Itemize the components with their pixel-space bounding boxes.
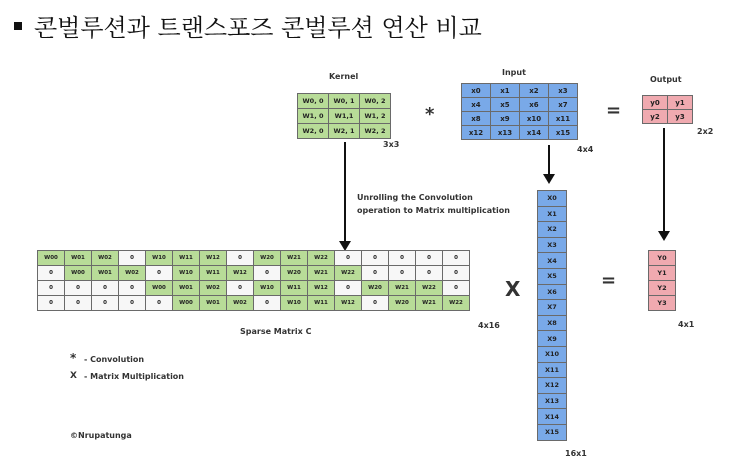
sparse-cell: W21 — [308, 266, 335, 281]
kernel-cell: W1, 0 — [298, 109, 329, 124]
sparse-cell: 0 — [92, 281, 119, 296]
input-cell: x8 — [462, 112, 491, 126]
output-vector-cell: Y3 — [649, 296, 676, 311]
input-cell: x4 — [462, 98, 491, 112]
column-vector-cell: X4 — [538, 253, 567, 269]
sparse-cell: 0 — [146, 266, 173, 281]
sparse-cell: 0 — [335, 281, 362, 296]
input-cell: x0 — [462, 84, 491, 98]
sparse-cell: 0 — [146, 296, 173, 311]
sparse-cell: 0 — [119, 281, 146, 296]
column-vector-cell: X6 — [538, 284, 567, 300]
input-cell: x6 — [520, 98, 549, 112]
sparse-cell: W21 — [281, 251, 308, 266]
sparse-cell: W12 — [335, 296, 362, 311]
legend-convolution-text: - Convolution — [84, 355, 145, 364]
kernel-cell: W2, 1 — [329, 124, 360, 139]
sparse-cell: W22 — [443, 296, 470, 311]
sparse-cell: 0 — [443, 281, 470, 296]
sparse-cell: 0 — [65, 296, 92, 311]
column-vector-cell: X14 — [538, 409, 567, 425]
sparse-cell: W20 — [362, 281, 389, 296]
input-cell: x10 — [520, 112, 549, 126]
legend-matmul-symbol: X — [70, 371, 77, 381]
sparse-cell: W22 — [416, 281, 443, 296]
kernel-cell: W0, 0 — [298, 94, 329, 109]
sparse-cell: W02 — [227, 296, 254, 311]
sparse-cell: 0 — [119, 296, 146, 311]
sparse-cell: 0 — [416, 251, 443, 266]
sparse-cell: 0 — [254, 296, 281, 311]
kernel-cell: W2, 0 — [298, 124, 329, 139]
sparse-cell: W10 — [146, 251, 173, 266]
output-arrow — [663, 128, 665, 232]
column-vector-cell: X11 — [538, 362, 567, 378]
input-cell: x11 — [549, 112, 578, 126]
output-cell: y3 — [668, 110, 693, 124]
sparse-cell: W11 — [200, 266, 227, 281]
column-vector-cell: X5 — [538, 268, 567, 284]
convolution-operator: * — [425, 104, 435, 125]
credit-text: ©Nrupatunga — [70, 431, 132, 440]
sparse-cell: 0 — [389, 251, 416, 266]
input-cell: x15 — [549, 126, 578, 140]
sparse-cell: W02 — [92, 251, 119, 266]
sparse-cell: 0 — [38, 281, 65, 296]
input-cell: x12 — [462, 126, 491, 140]
sparse-cell: W11 — [173, 251, 200, 266]
sparse-cell: W11 — [281, 281, 308, 296]
sparse-cell: 0 — [416, 266, 443, 281]
sparse-cell: 0 — [362, 251, 389, 266]
column-vector-cell: X0 — [538, 191, 567, 207]
legend-convolution-symbol: * — [70, 351, 77, 365]
sparse-cell: W20 — [281, 266, 308, 281]
sparse-cell: W02 — [200, 281, 227, 296]
column-vector-cell: X9 — [538, 331, 567, 347]
sparse-cell: W20 — [389, 296, 416, 311]
column-vector-cell: X3 — [538, 237, 567, 253]
sparse-cell: 0 — [65, 281, 92, 296]
kernel-size-label: 3x3 — [383, 140, 400, 149]
column-vector-cell: X8 — [538, 315, 567, 331]
sparse-cell: W10 — [281, 296, 308, 311]
sparse-matrix-label: Sparse Matrix C — [240, 327, 312, 336]
kernel-matrix — [297, 93, 391, 139]
sparse-cell: 0 — [362, 266, 389, 281]
input-cell: x5 — [491, 98, 520, 112]
input-cell: x7 — [549, 98, 578, 112]
column-vector-cell: X7 — [538, 300, 567, 316]
output-matrix — [642, 95, 693, 124]
sparse-cell: 0 — [227, 251, 254, 266]
sparse-cell: W22 — [335, 266, 362, 281]
sparse-cell: W00 — [173, 296, 200, 311]
column-vector — [537, 190, 567, 441]
output-label: Output — [650, 75, 682, 84]
sparse-cell: 0 — [443, 266, 470, 281]
input-cell: x1 — [491, 84, 520, 98]
output-size-label: 2x2 — [697, 127, 714, 136]
title-bullet — [14, 22, 22, 30]
column-vector-cell: X13 — [538, 393, 567, 409]
kernel-cell: W0, 2 — [360, 94, 391, 109]
output-vector-cell: Y0 — [649, 251, 676, 266]
output-cell: y0 — [643, 96, 668, 110]
sparse-cell: W12 — [308, 281, 335, 296]
kernel-label: Kernel — [329, 72, 359, 81]
sparse-cell: W10 — [254, 281, 281, 296]
sparse-cell: 0 — [443, 251, 470, 266]
matmul-operator: X — [505, 277, 521, 301]
sparse-cell: 0 — [254, 266, 281, 281]
sparse-cell: W00 — [146, 281, 173, 296]
sparse-cell: 0 — [38, 266, 65, 281]
sparse-cell: W10 — [173, 266, 200, 281]
sparse-cell: 0 — [119, 251, 146, 266]
column-vector-cell: X12 — [538, 378, 567, 394]
input-cell: x13 — [491, 126, 520, 140]
sparse-cell: W21 — [389, 281, 416, 296]
sparse-cell: 0 — [227, 281, 254, 296]
input-cell: x3 — [549, 84, 578, 98]
sparse-cell: W11 — [308, 296, 335, 311]
sparse-cell: 0 — [335, 251, 362, 266]
legend-matmul-text: - Matrix Multiplication — [84, 372, 184, 381]
input-label: Input — [502, 68, 526, 77]
kernel-cell: W0, 1 — [329, 94, 360, 109]
sparse-cell: 0 — [389, 266, 416, 281]
sparse-cell: 0 — [92, 296, 119, 311]
sparse-cell: W01 — [200, 296, 227, 311]
sparse-size-label: 4x16 — [478, 321, 500, 330]
sparse-cell: W01 — [65, 251, 92, 266]
sparse-cell: W01 — [173, 281, 200, 296]
column-vector-cell: X15 — [538, 424, 567, 440]
column-vector-size-label: 16x1 — [565, 449, 587, 458]
input-matrix — [461, 83, 578, 140]
sparse-cell: 0 — [38, 296, 65, 311]
output-vector-cell: Y2 — [649, 281, 676, 296]
sparse-cell: 0 — [362, 296, 389, 311]
equals-operator-bottom: = — [601, 270, 617, 291]
output-vector-cell: Y1 — [649, 266, 676, 281]
output-vector-size-label: 4x1 — [678, 320, 695, 329]
unroll-arrow — [344, 142, 346, 242]
column-vector-cell: X1 — [538, 206, 567, 222]
column-vector-cell: X10 — [538, 346, 567, 362]
column-vector-cell: X2 — [538, 222, 567, 238]
output-cell: y2 — [643, 110, 668, 124]
sparse-cell: W01 — [92, 266, 119, 281]
flatten-arrow — [548, 145, 550, 175]
input-cell: x9 — [491, 112, 520, 126]
input-size-label: 4x4 — [577, 145, 594, 154]
sparse-cell: W00 — [65, 266, 92, 281]
output-cell: y1 — [668, 96, 693, 110]
sparse-cell: W22 — [308, 251, 335, 266]
unroll-text-line1: Unrolling the Convolution — [357, 193, 473, 202]
kernel-cell: W1, 2 — [360, 109, 391, 124]
equals-operator-top: = — [606, 100, 622, 121]
unroll-text-line2: operation to Matrix multiplication — [357, 206, 510, 215]
sparse-cell: W12 — [227, 266, 254, 281]
input-cell: x2 — [520, 84, 549, 98]
sparse-cell: W12 — [200, 251, 227, 266]
sparse-cell: W00 — [38, 251, 65, 266]
kernel-cell: W1,1 — [329, 109, 360, 124]
sparse-matrix — [37, 250, 470, 311]
sparse-cell: W21 — [416, 296, 443, 311]
kernel-cell: W2, 2 — [360, 124, 391, 139]
output-vector — [648, 250, 676, 311]
sparse-cell: W02 — [119, 266, 146, 281]
page-title: 콘벌루션과 트랜스포즈 콘벌루션 연산 비교 — [34, 14, 482, 42]
sparse-cell: W20 — [254, 251, 281, 266]
input-cell: x14 — [520, 126, 549, 140]
